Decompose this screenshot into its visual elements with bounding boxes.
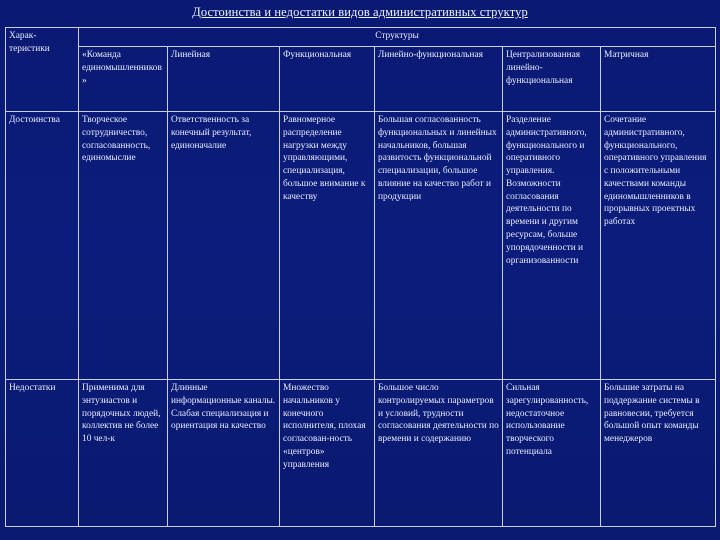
table-cell: Большая согласованность функциональных и линейных начальников, большая развитость функциональной специализации, большое влияние на качество работ и продукции: [375, 112, 503, 380]
table-row: [6, 112, 716, 380]
column-header-linear-functional: Линейно-функциональная: [375, 47, 503, 112]
table-cell: Сильная зарегулированность, недостаточное использование творческого потенциала: [503, 380, 601, 527]
column-header-row: [6, 47, 716, 112]
table-cell: Ответственность за конечный результат, единоначалие: [168, 112, 280, 380]
row-label-disadvantages: Недостатки: [6, 380, 79, 527]
table-row: [6, 380, 716, 527]
table-cell: Применима для энтузиастов и порядочных людей, коллектив не более 10 чел-к: [79, 380, 168, 527]
table-cell: Большие затраты на поддержание системы в равновесии, требуется большой опыт команды менеджеров: [601, 380, 716, 527]
column-header-functional: Функциональная: [280, 47, 375, 112]
row-label-advantages: Достоинства: [6, 112, 79, 380]
comparison-table: [5, 27, 716, 527]
table-cell: Большое число контролируемых параметров и условий, трудности согласования деятельности по времени и содержанию: [375, 380, 503, 527]
page-title: Достоинства и недостатки видов административных структур: [192, 5, 528, 19]
column-header-matrix: Матричная: [601, 47, 716, 112]
table-cell: Творческое сотрудничество, согласованность, единомыслие: [79, 112, 168, 380]
corner-header: Харак-теристики: [6, 28, 79, 112]
table-cell: Равномерное распределение нагрузки между управляющими, специализация, большое внимание к качеству: [280, 112, 375, 380]
column-header-centralized: Централизованная линейно-функциональная: [503, 47, 601, 112]
table-cell: Разделение административного, функционального и оперативного управления. Возможности согласования деятельности по времени и другим ресурсам, больше упорядоченности и организованности: [503, 112, 601, 380]
table-cell: Сочетание административного, функционального, оперативного управления с положительными качествами команды единомышленников в прорывных проектных работах: [601, 112, 716, 380]
column-header-team: «Команда единомышленников»: [79, 47, 168, 112]
table-cell: Длинные информационные каналы. Слабая специализация и ориентация на качество: [168, 380, 280, 527]
table-cell: Множество начальников у конечного исполнителя, плохая согласован-ность «центров» управления: [280, 380, 375, 527]
structures-group-header: Структуры: [79, 28, 716, 47]
column-header-linear: Линейная: [168, 47, 280, 112]
header-row: [6, 28, 716, 47]
